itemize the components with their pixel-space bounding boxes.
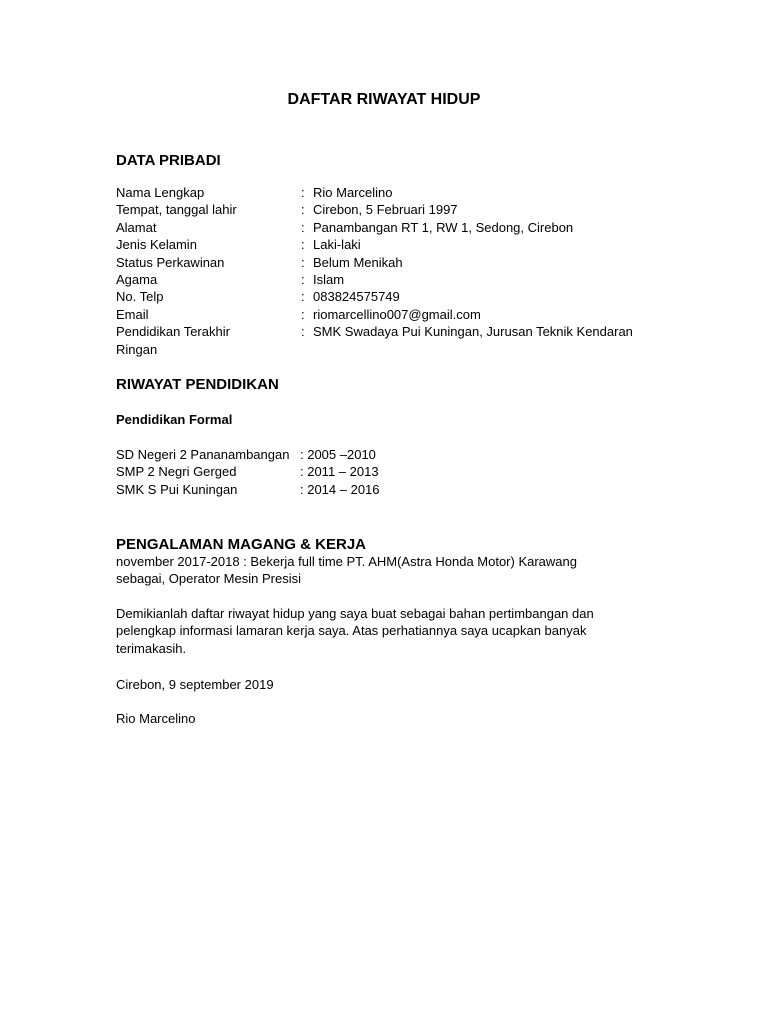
closing-line: pelengkap informasi lamaran kerja saya. Atas perhatiannya saya ucapkan banyak: [116, 623, 587, 639]
school-years: : 2005 –2010: [300, 447, 376, 462]
signature-name: Rio Marcelino: [116, 711, 196, 726]
section-heading-data-pribadi: DATA PRIBADI: [116, 152, 221, 169]
field-value: Rio Marcelino: [313, 185, 393, 200]
field-value: Islam: [313, 271, 345, 287]
field-value: SMK Swadaya Pui Kuningan, Jurusan Teknik Kendaran: [313, 324, 633, 340]
field-label: Jenis Kelamin: [116, 237, 197, 253]
field-label: Agama: [116, 271, 158, 287]
personal-data-row: [116, 219, 676, 236]
field-value: Cirebon, 5 Februari 1997: [313, 202, 458, 218]
field-colon: :: [301, 324, 305, 340]
field-colon: :: [301, 306, 305, 322]
section-heading-riwayat-pendidikan: RIWAYAT PENDIDIKAN: [116, 376, 279, 393]
closing-paragraph: [116, 605, 656, 657]
document-title: DAFTAR RIWAYAT HIDUP: [287, 91, 481, 108]
subheading-pendidikan-formal: Pendidikan Formal: [116, 412, 233, 427]
school-years: : 2014 – 2016: [300, 481, 380, 497]
field-label: Tempat, tanggal lahir: [116, 202, 237, 218]
field-label: Nama Lengkap: [116, 185, 205, 200]
field-colon: :: [301, 271, 305, 287]
personal-data-row: [116, 201, 676, 218]
education-row: [116, 463, 516, 480]
field-colon: :: [301, 237, 305, 253]
school-name: SD Negeri 2 Pananambangan: [116, 447, 290, 462]
personal-data-row: [116, 288, 676, 305]
experience-paragraph: [116, 553, 656, 588]
personal-data-row: [116, 306, 676, 323]
field-value: Belum Menikah: [313, 254, 403, 270]
personal-data-row: [116, 254, 676, 271]
school-years: : 2011 – 2013: [300, 464, 379, 480]
field-value: Panambangan RT 1, RW 1, Sedong, Cirebon: [313, 219, 574, 235]
field-colon: :: [301, 219, 305, 235]
field-colon: :: [301, 289, 305, 305]
email-value: riomarcellino007@gmail.com: [313, 306, 481, 322]
experience-line: sebagai, Operator Mesin Presisi: [116, 571, 301, 587]
field-value: 083824575749: [313, 289, 400, 305]
field-colon: :: [301, 185, 305, 200]
education-row: [116, 481, 516, 498]
school-name: SMK S Pui Kuningan: [116, 481, 238, 497]
personal-data-row: [116, 236, 676, 253]
education-row: [116, 446, 516, 463]
field-colon: :: [301, 254, 305, 270]
school-name: SMP 2 Negri Gerged: [116, 464, 237, 480]
field-label: Email: [116, 306, 149, 322]
field-label: Pendidikan Terakhir: [116, 324, 230, 340]
personal-data-list: [116, 184, 676, 358]
personal-data-row: [116, 184, 676, 201]
closing-line: Demikianlah daftar riwayat hidup yang saya buat sebagai bahan pertimbangan dan: [116, 606, 594, 621]
section-heading-pengalaman: PENGALAMAN MAGANG & KERJA: [116, 536, 367, 553]
field-label: Alamat: [116, 219, 157, 235]
closing-line: terimakasih.: [116, 640, 187, 656]
experience-line: november 2017-2018 : Bekerja full time PT. AHM(Astra Honda Motor) Karawang: [116, 554, 577, 569]
education-list: [116, 446, 516, 498]
personal-data-row: [116, 271, 676, 288]
place-date: Cirebon, 9 september 2019: [116, 677, 274, 692]
field-label: No. Telp: [116, 289, 164, 305]
field-label: Status Perkawinan: [116, 254, 225, 270]
field-value: Laki-laki: [313, 237, 361, 253]
field-value-continuation: Ringan: [116, 341, 158, 357]
field-colon: :: [301, 202, 305, 218]
personal-data-row: [116, 323, 676, 340]
